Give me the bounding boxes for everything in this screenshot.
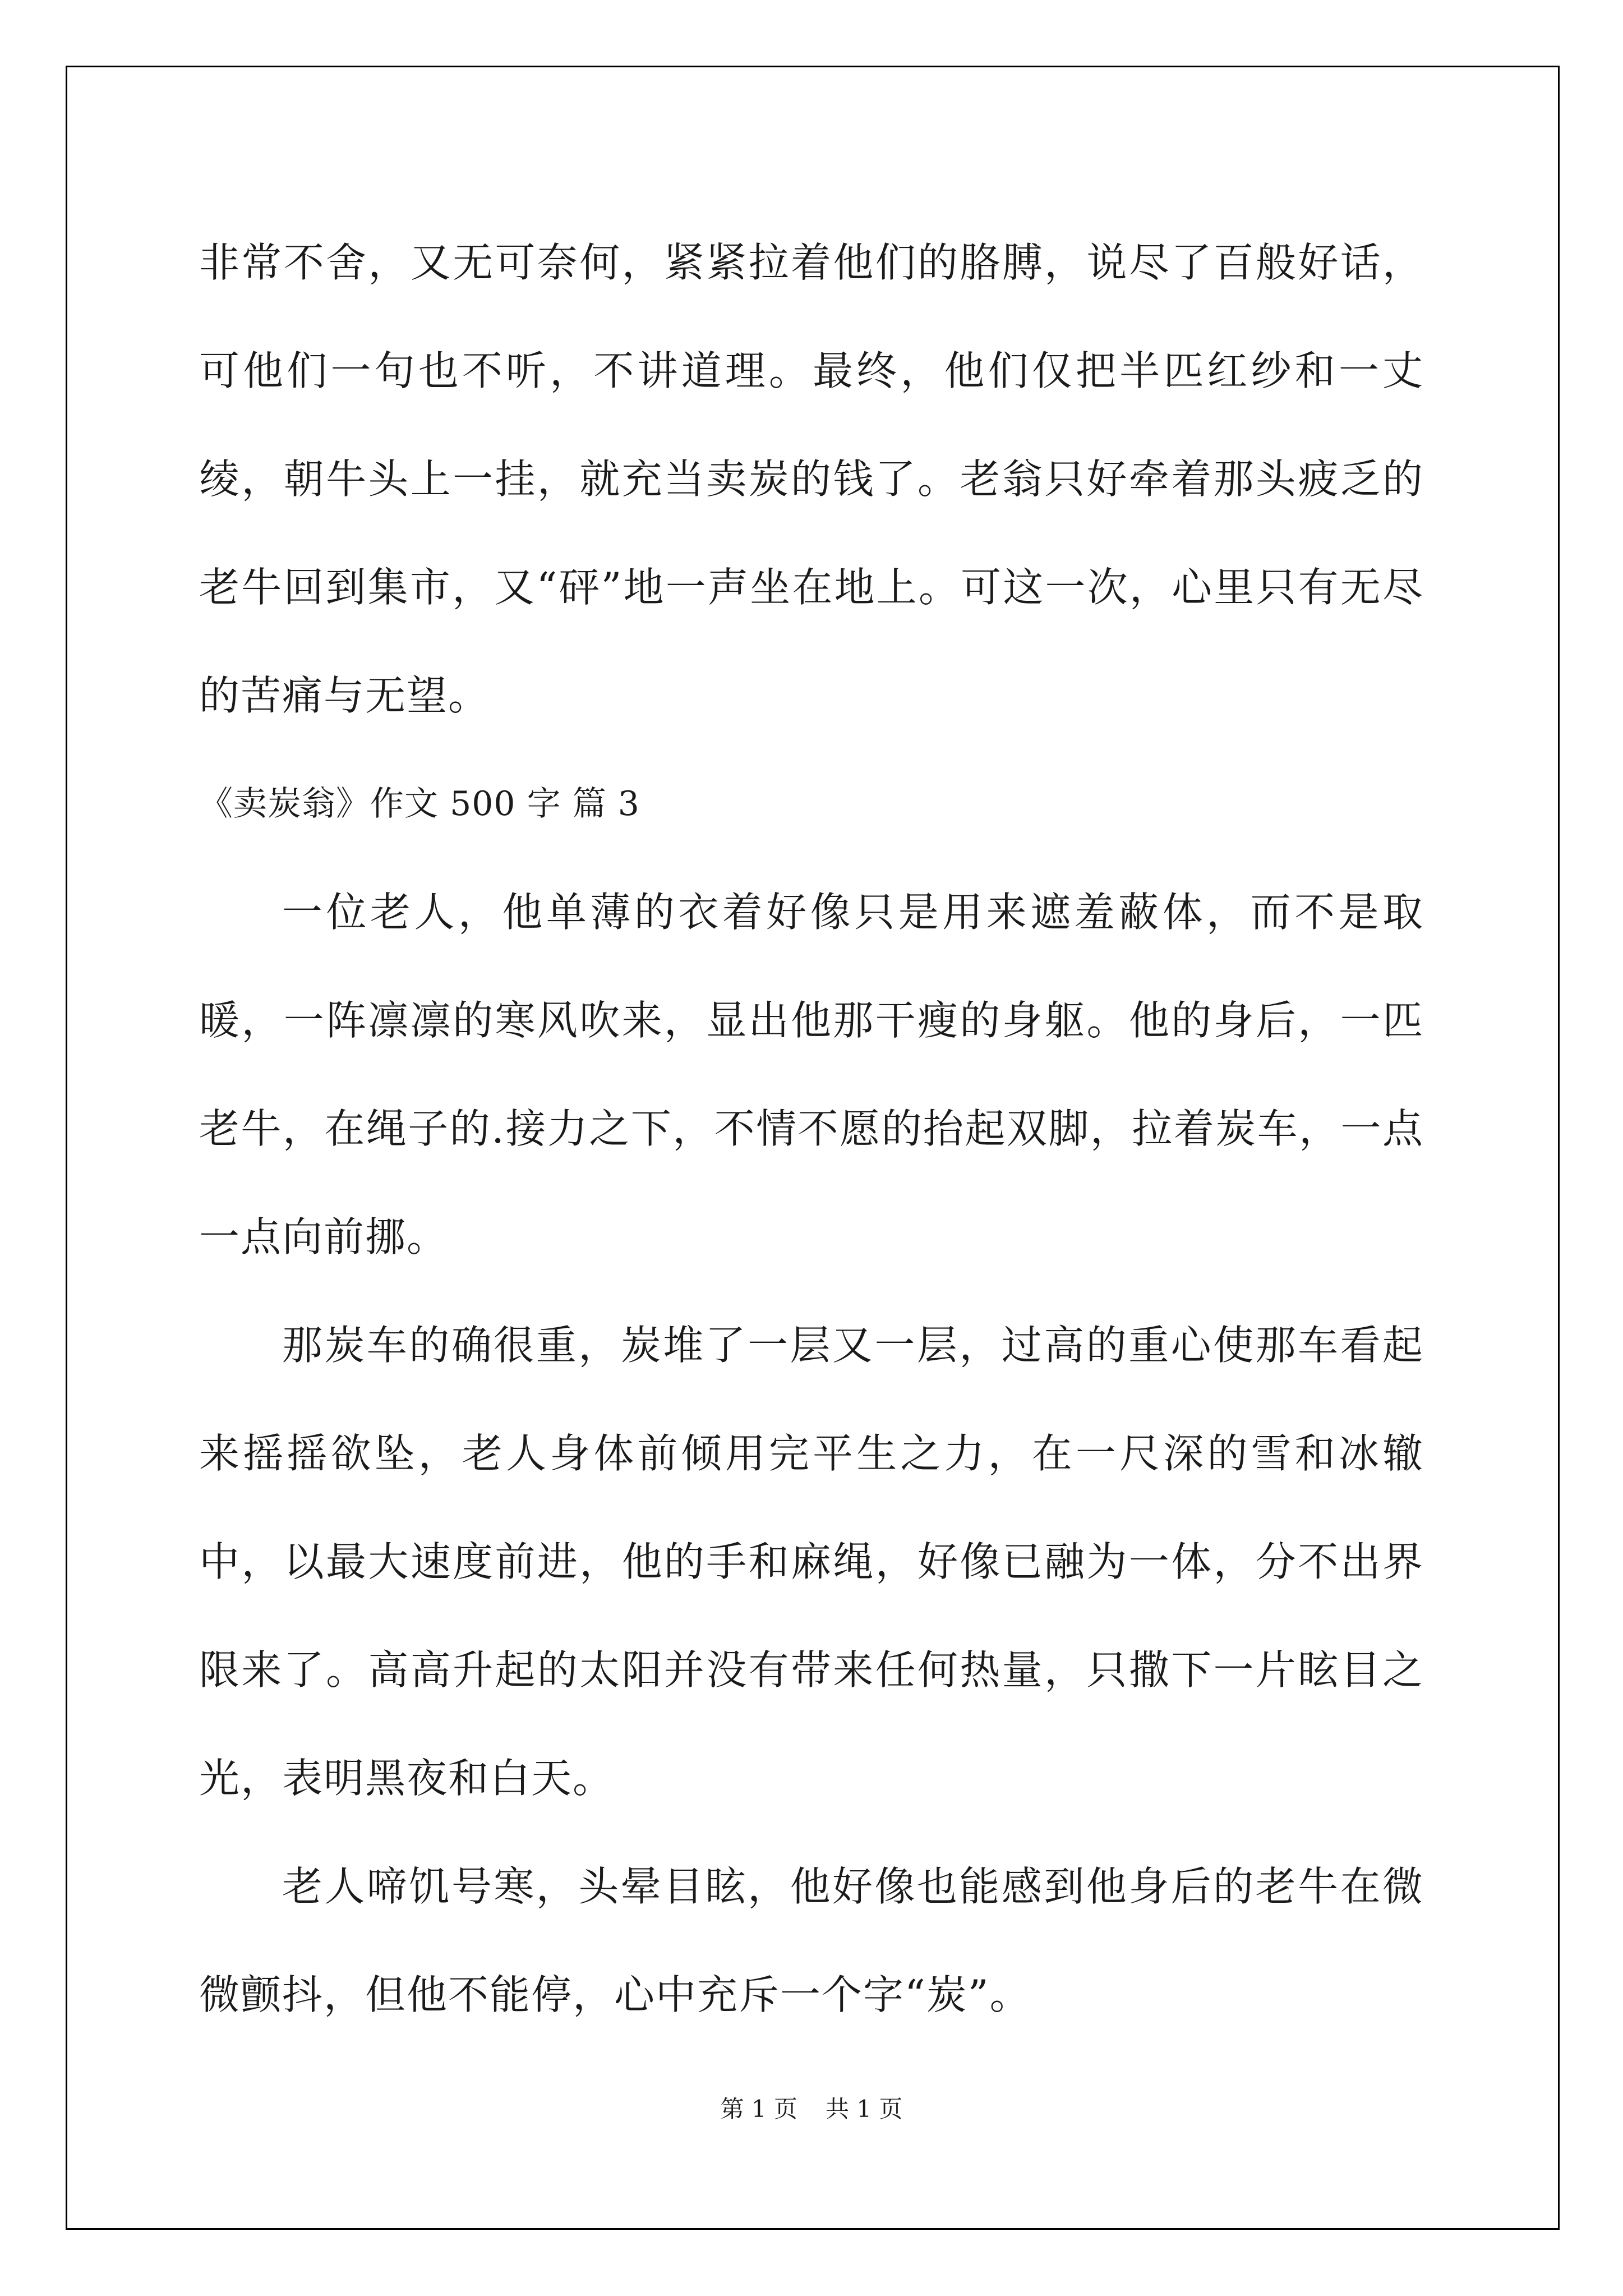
document-body <box>199 209 1424 2049</box>
page-total: 共 1 页 <box>826 2095 903 2123</box>
paragraph-3: 老人啼饥号寒，头晕目眩，他好像也能感到他身后的老牛在微微颤抖，但他不能停，心中充斥一个字“炭”。 <box>199 1863 1424 2018</box>
section-heading: 《卖炭翁》作文 500 字 篇 3 <box>199 784 640 823</box>
paragraph-1: 一位老人，他单薄的衣着好像只是用来遮羞蔽体，而不是取暖，一阵凛凛的寒风吹来，显出他那干瘦的身躯。他的身后，一匹老牛，在绳子的.接力之下，不情不愿的抬起双脚，拉着炭车，一点一点向前挪。 <box>199 889 1424 1260</box>
paragraph-2: 那炭车的确很重，炭堆了一层又一层，过高的重心使那车看起来摇摇欲坠，老人身体前倾用完平生之力，在一尺深的雪和冰辙中，以最大速度前进，他的手和麻绳，好像已融为一体，分不出界限来了。高高升起的太阳并没有带来任何热量，只撒下一片眩目之光，表明黑夜和白天。 <box>199 1322 1424 1802</box>
page-footer <box>0 2092 1623 2126</box>
page-number: 第 1 页 <box>720 2095 797 2123</box>
paragraph-continuation: 非常不舍，又无可奈何，紧紧拉着他们的胳膊，说尽了百般好话，可他们一句也不听，不讲道理。最终，他们仅把半匹红纱和一丈绫，朝牛头上一挂，就充当卖炭的钱了。老翁只好牵着那头疲乏的老牛回到集市，又“砰”地一声坐在地上。可这一次，心里只有无尽的苦痛与无望。 <box>199 239 1424 719</box>
